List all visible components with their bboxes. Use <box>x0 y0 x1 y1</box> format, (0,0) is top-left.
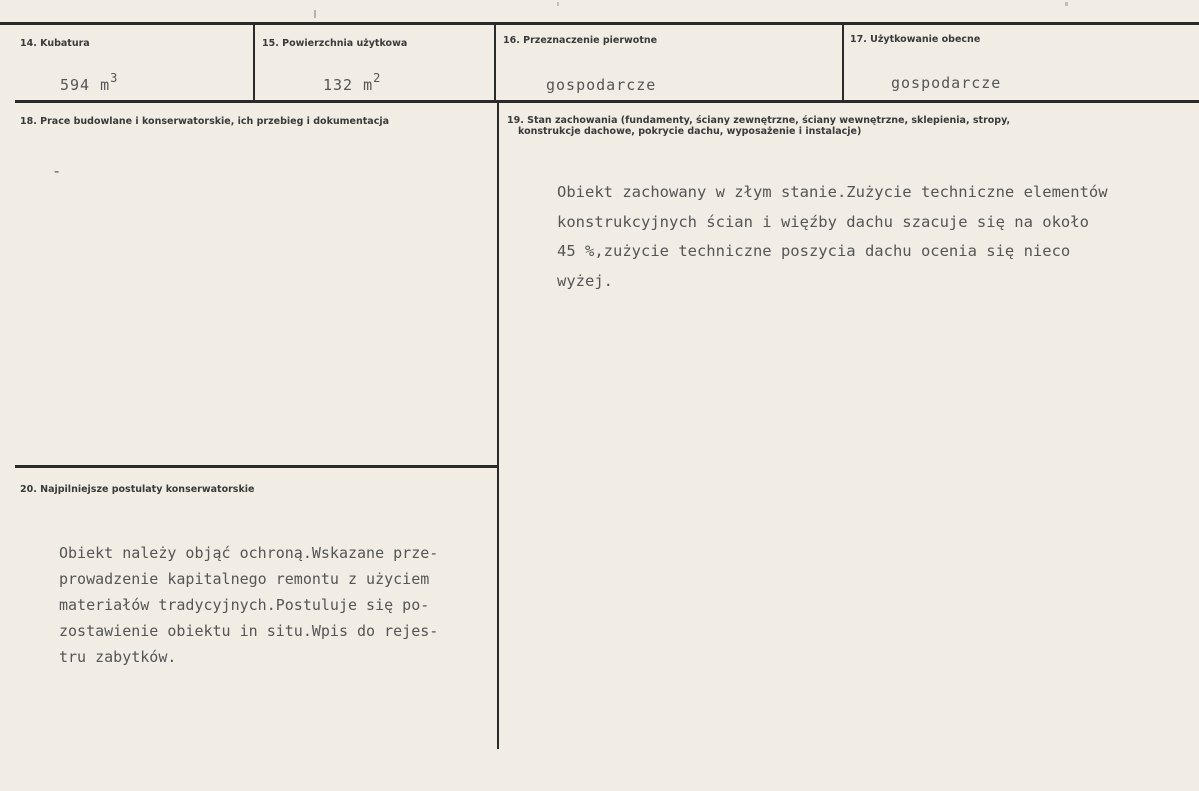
field-14-label: 14. Kubatura <box>20 38 90 49</box>
field-15-unit: m <box>363 76 374 94</box>
field-20-text <box>59 540 438 670</box>
field-19-line-4: wyżej. <box>557 271 613 290</box>
field-14-value <box>60 71 119 94</box>
bleed-mark <box>1065 2 1068 6</box>
bleed-mark <box>557 2 559 6</box>
divider-15-16 <box>494 24 496 101</box>
field-14-exponent: 3 <box>110 71 119 85</box>
top-rule <box>0 22 1199 25</box>
field-18-label: 18. Prace budowlane i konserwatorskie, ich przebieg i dokumentacja <box>20 116 390 127</box>
field-17-label: 17. Użytkowanie obecne <box>850 34 981 45</box>
divider-14-15 <box>253 24 255 101</box>
field-20-line-3: materiałów tradycyjnych.Postuluje się po- <box>59 596 430 614</box>
field-16-value: gospodarcze <box>546 76 657 94</box>
field-19-line-3: 45 %,zużycie techniczne poszycia dachu ocenia się nieco <box>557 242 1071 260</box>
bleed-mark <box>314 10 316 18</box>
field-16-label: 16. Przeznaczenie pierwotne <box>503 35 658 46</box>
divider-left-right <box>497 102 499 749</box>
field-19-label-line-1: 19. Stan zachowania (fundamenty, ściany zewnętrzne, ściany wewnętrzne, sklepienia, stropy, <box>507 115 1011 126</box>
field-20-line-2: prowadzenie kapitalnego remontu z użyciem <box>59 570 430 588</box>
field-14-number: 594 <box>60 76 91 94</box>
row1-bottom-rule <box>15 100 1199 103</box>
field-15-label: 15. Powierzchnia użytkowa <box>262 38 408 49</box>
field-19-text <box>557 178 1108 296</box>
field-17-value: gospodarcze <box>891 74 1002 92</box>
field-19-label <box>507 115 1010 137</box>
field-20-label: 20. Najpilniejsze postulaty konserwatorskie <box>20 484 255 495</box>
field-19-label-line-2: konstrukcje dachowe, pokrycie dachu, wyposażenie i instalacje) <box>518 126 862 137</box>
section18-bottom-rule <box>15 465 499 468</box>
field-20-line-1: Obiekt należy objąć ochroną.Wskazane prze- <box>59 544 439 562</box>
field-19-line-2: konstrukcyjnych ścian i więźby dachu szacuje się na około <box>557 212 1089 231</box>
divider-16-17 <box>842 24 844 101</box>
field-18-value: - <box>52 162 62 180</box>
field-14-unit: m <box>100 76 111 94</box>
field-15-number: 132 <box>323 76 354 94</box>
field-15-value <box>323 71 382 94</box>
field-20-line-4: zostawienie obiektu in situ.Wpis do rejes- <box>59 622 439 640</box>
field-19-line-1: Obiekt zachowany w złym stanie.Zużycie techniczne elementów <box>557 183 1108 201</box>
field-15-exponent: 2 <box>373 71 382 85</box>
field-20-line-5: tru zabytków. <box>59 648 177 666</box>
